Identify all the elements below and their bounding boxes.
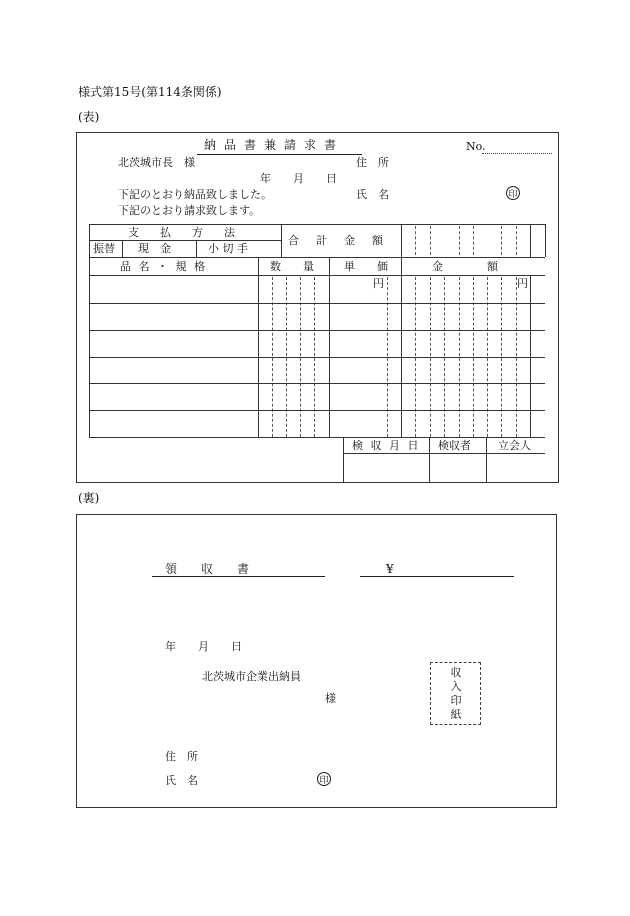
delivery-statement: 下記のとおり納品致しました。 xyxy=(118,188,272,201)
number-line xyxy=(482,153,552,154)
addressee: 北茨城市長 様 xyxy=(118,156,195,169)
table-row xyxy=(89,410,545,411)
header-row-top xyxy=(89,257,545,258)
table-row xyxy=(89,330,545,331)
inspection-divider xyxy=(343,437,344,482)
table-row xyxy=(89,437,545,438)
total-right-outer xyxy=(545,224,546,257)
payment-option-cash: 現 金 xyxy=(138,242,171,255)
payee-name: 北茨城市企業出納員 xyxy=(202,670,301,683)
digit-separator xyxy=(473,226,474,255)
header-row-bottom xyxy=(89,275,545,276)
receipt-date-label: 年 月 日 xyxy=(165,640,242,653)
payment-option-transfer: 振替 xyxy=(93,242,115,255)
number-label: No. xyxy=(466,140,486,153)
payment-total-divider xyxy=(281,224,282,257)
date-label: 年 月 日 xyxy=(260,172,337,185)
table-row xyxy=(89,357,545,358)
qty-column-header: 数 量 xyxy=(270,260,314,273)
payment-method-header: 支 払 方 法 xyxy=(128,226,240,239)
inspector-label: 検収者 xyxy=(438,439,471,452)
payment-option-check: 小 切 手 xyxy=(208,242,248,255)
inspection-divider xyxy=(486,437,487,482)
digit-separator xyxy=(459,226,460,255)
name-label: 氏 名 xyxy=(356,188,389,201)
digit-separator xyxy=(430,226,431,255)
currency-symbol: ¥ xyxy=(386,562,394,576)
amount-underline xyxy=(360,576,514,577)
revenue-stamp-text: 収入印紙 xyxy=(450,666,462,721)
form-number: 様式第15号(第114条関係) xyxy=(78,85,222,99)
invoice-title: 納品書兼請求書 xyxy=(204,138,345,152)
payment-row-divider xyxy=(89,240,281,241)
item-column-header: 品 名 ・ 規 格 xyxy=(120,260,207,273)
unit-price-column-header: 単 価 xyxy=(344,260,388,273)
table-row xyxy=(89,303,545,304)
receipt-seal-mark: 印 xyxy=(317,772,331,786)
inspection-divider xyxy=(429,437,430,482)
receipt-title-underline xyxy=(152,576,325,577)
receipt-address-label: 住 所 xyxy=(165,750,198,763)
payment-divider xyxy=(196,240,197,257)
inspection-header-bottom xyxy=(343,453,545,454)
digit-separator xyxy=(415,226,416,255)
receipt-name-label: 氏 名 xyxy=(165,774,198,787)
total-right-inner xyxy=(530,224,531,257)
digit-separator xyxy=(501,226,502,255)
table-row xyxy=(89,383,545,384)
billing-statement: 下記のとおり請求致します。 xyxy=(118,204,261,217)
witness-label: 立会人 xyxy=(498,439,531,452)
receipt-form xyxy=(76,514,557,808)
digit-separator xyxy=(516,226,517,255)
address-label: 住 所 xyxy=(356,156,389,169)
unit-price-yen: 円 xyxy=(373,277,384,290)
table-top-border xyxy=(89,224,545,225)
total-amount-label: 合 計 金 額 xyxy=(288,234,386,247)
back-section-label: (裏) xyxy=(78,491,100,505)
payment-divider xyxy=(122,240,123,257)
seal-mark: 印 xyxy=(506,186,520,200)
payee-honorific: 様 xyxy=(325,692,336,705)
amount-yen: 円 xyxy=(517,277,528,290)
receipt-title: 領 収 書 xyxy=(165,562,250,576)
front-section-label: (表) xyxy=(78,110,100,124)
inspection-date-label: 検 収 月 日 xyxy=(352,439,421,452)
amount-column-header: 金 額 xyxy=(432,260,498,273)
title-underline xyxy=(197,154,362,155)
